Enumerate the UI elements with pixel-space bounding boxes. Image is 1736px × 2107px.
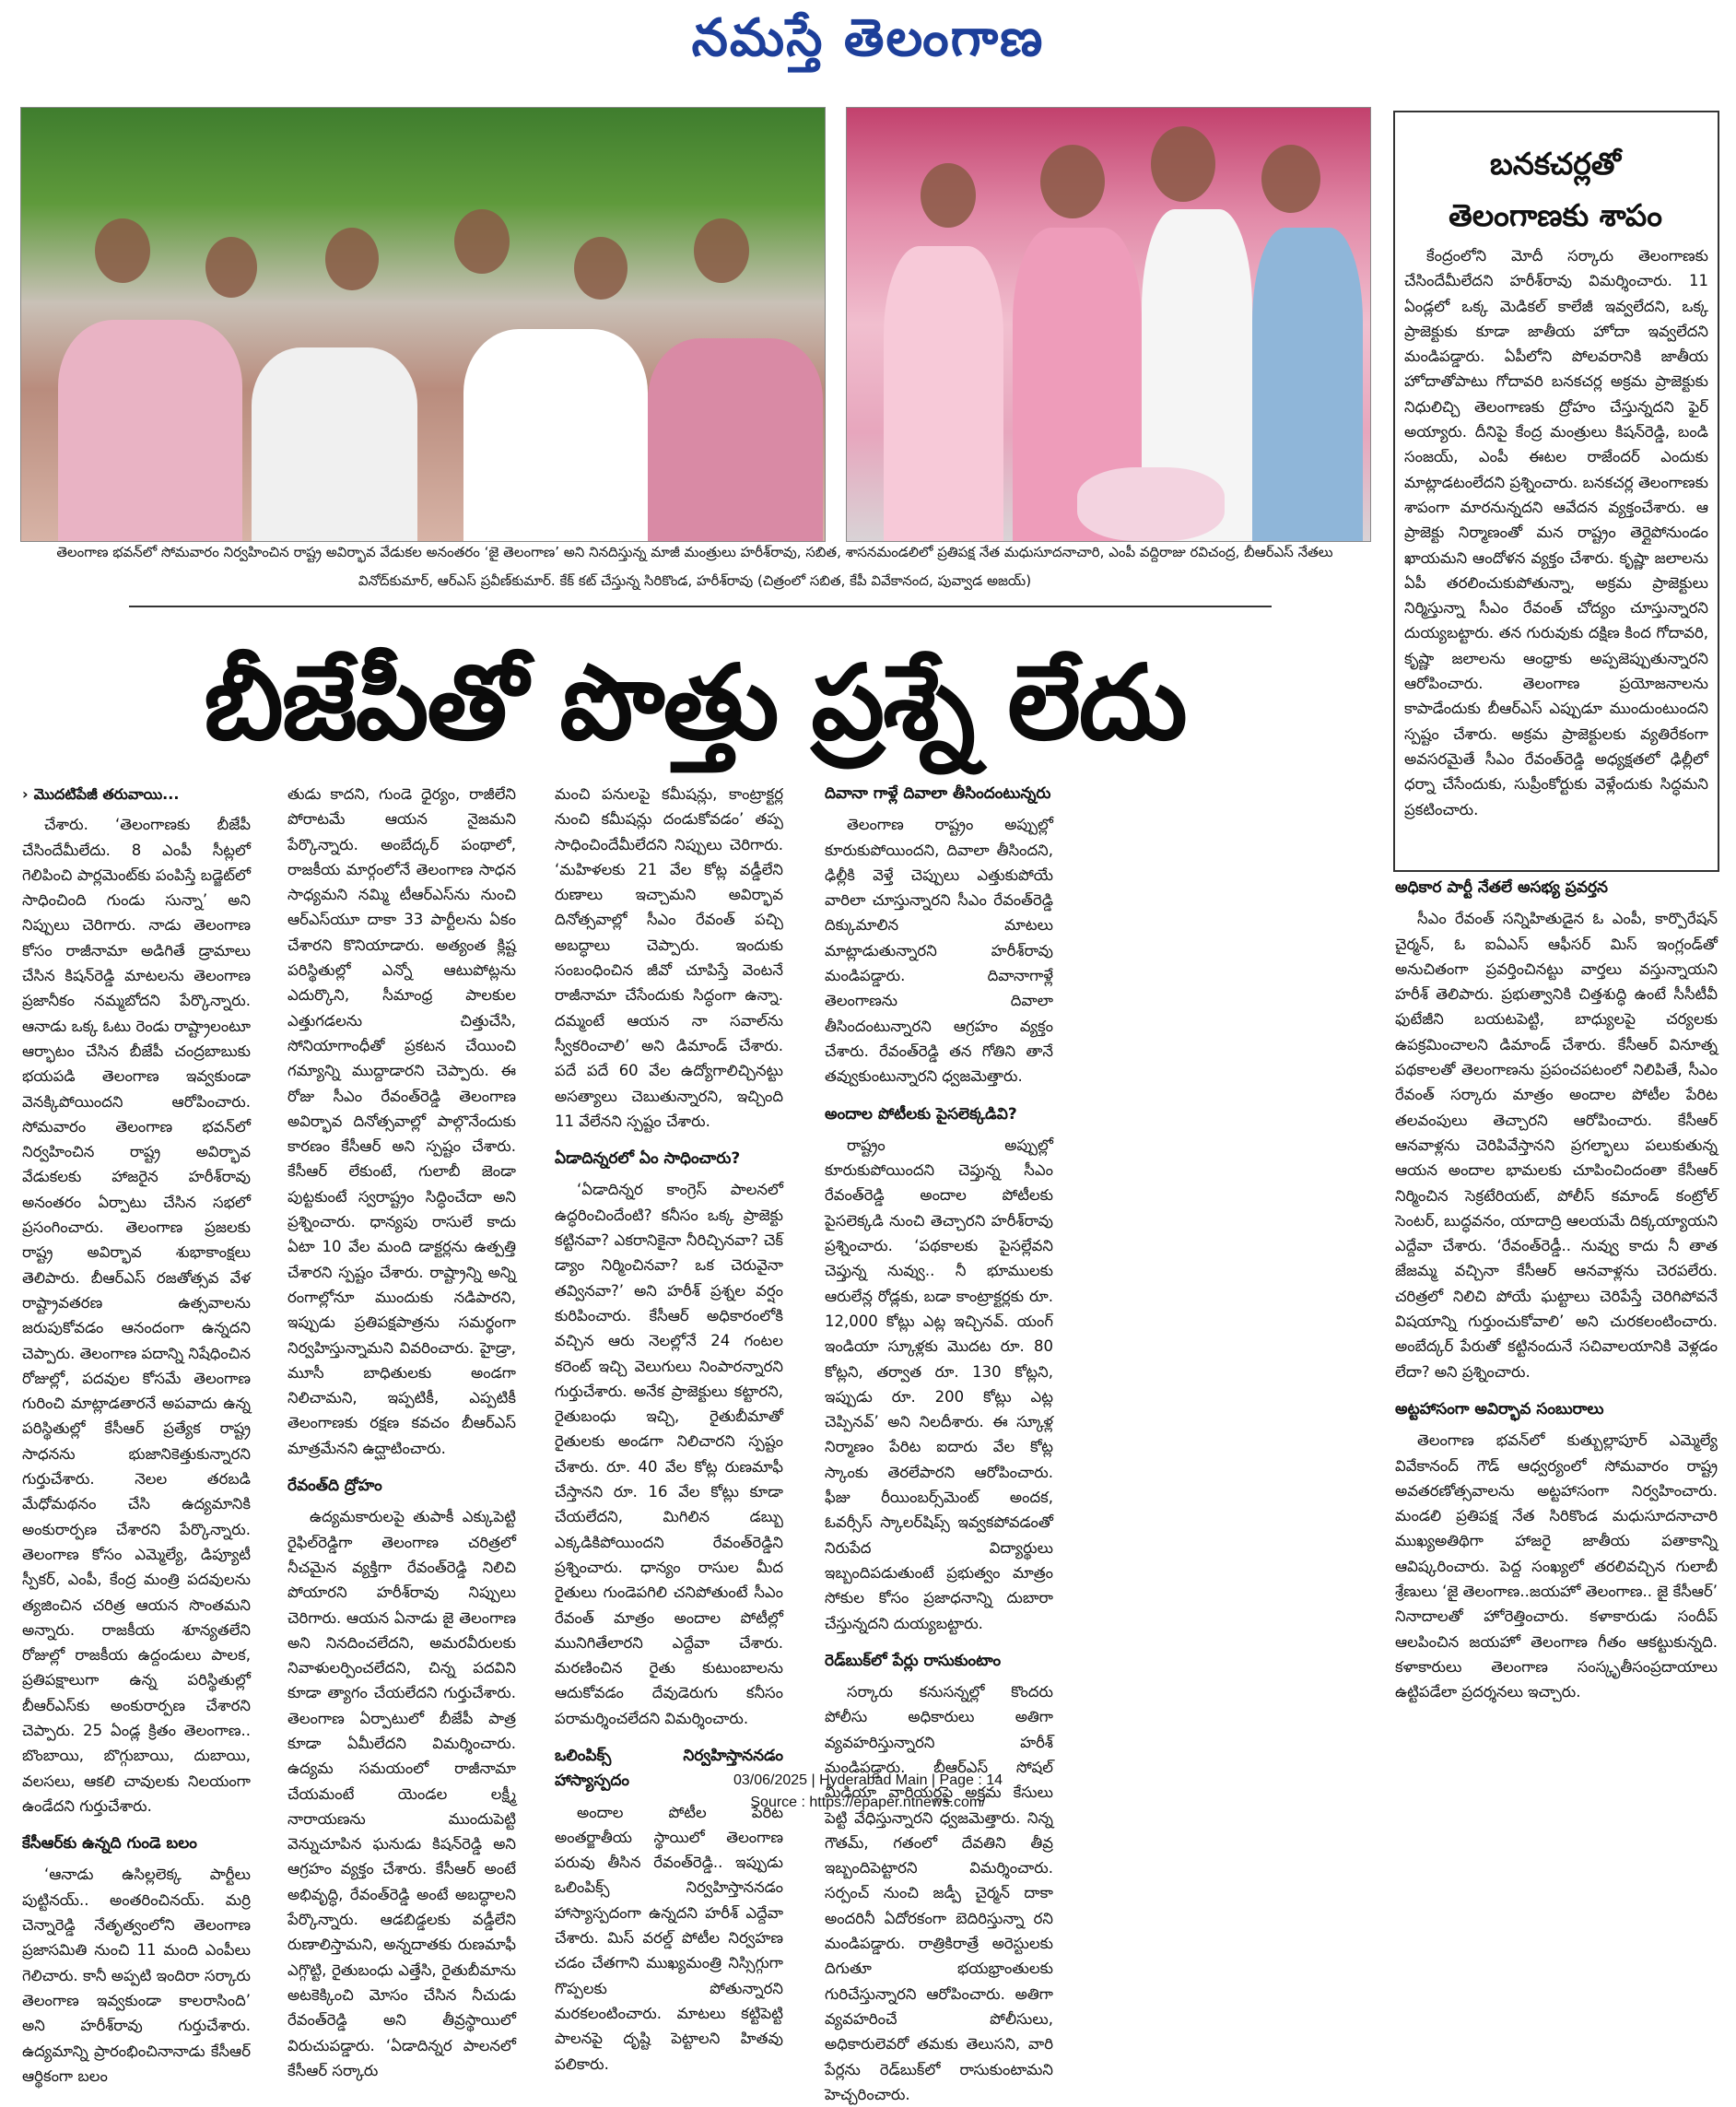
subheading-olympics: ఒలింపిక్స్ నిర్వహిస్తాననడం హాస్యాస్పదం [555,1746,783,1791]
page-footer [0,1770,1736,1814]
subheading-redbook: రెడ్‌బుక్‌లో పేర్లు రాసుకుంటాం [825,1651,1002,1670]
main-headline: బీజేపీతో పొత్తు ప్రశ్నే లేదు [204,643,1186,763]
subheading-revanth-betrayal: రేవంత్‌ది ద్రోహం [287,1477,382,1496]
column-2-paragraph-2: ఉద్యమకారులపై తుపాకీ ఎక్కుపెట్టి రైఫిల్‌రెడ్డిగా తెలంగాణ చరిత్రలో నీచమైన వ్యక్తిగా రేవంత్‌రెడ్డి నిలిచి పోయారని హరీశ్‌రావు నిప్పులు చెరిగారు. ఆయన ఏనాడు జై తెలంగాణ అని నినదించలేదని, అమరవీరులకు నివాళులర్పించలేదని, చిన్న పదవిని కూడా త్యాగం చేయలేదని గుర్తుచేశారు. తెలంగాణ ఏర్పాటులో బీజేపీ పాత్ర కూడా ఏమీలేదని విమర్శించారు. ఉద్యమ సమయంలో రాజీనామా చేయమంటే యెండల లక్ష్మీ నారాయణను ముందుపెట్టి వెన్నుచూపిన ఘనుడు కిషన్‌రెడ్డి అని ఆగ్రహం వ్యక్తం చేశారు. కేసీఆర్ అంటే అభివృద్ధి, రేవంత్‌రెడ్డి అంటే అబద్ధాలని పేర్కొన్నారు. ఆడబిడ్డలకు వడ్డీలేని రుణాలిస్తామని, అన్నదాతకు రుణమాఫీ ఎగ్గొట్టి, రైతుబంధు ఎత్తేసి, రైతుబీమాను అటకెక్కించి మోసం చేసిన నీచుడు రేవంత్‌రెడ్డి అని తీవ్రస్థాయిలో విరుచుపడ్డారు. ‘ఏడాదిన్నర పాలనలో కేసీఆర్ సర్కారు [287,1508,516,2079]
column-2-paragraph-1: తుడు కాదని, గుండె ధైర్యం, రాజీలేని పోరాటమే ఆయన నైజమని పేర్కొన్నారు. అంబేద్కర్ పంథాలో, రాజకీయ మార్గంలోనే తెలంగాణ సాధన సాధ్యమని నమ్మి టీఆర్‌ఎస్‌ను నుంచి ఆర్‌ఎస్‌యూ దాకా 33 పార్టీలను ఏకం చేశారని కొనియాడారు. అత్యంత క్లిష్ట పరిస్థితుల్లో ఎన్నో ఆటుపోట్లను ఎదుర్కొని, సీమాంధ్ర పాలకుల ఎత్తుగడలను చిత్తుచేసి, సోనియాగాంధీతో ప్రకటన చేయించి గమ్యాన్ని ముద్దాడారని చెప్పారు. ఈ రోజు సీఎం రేవంత్‌రెడ్డి తెలంగాణ అవిర్భావ దినోత్సవాల్లో పాల్గొనేందుకు కారణం కేసీఆర్ అని స్పష్టం చేశారు. కేసీఆర్ లేకుంటే, గులాబీ జెండా పుట్టకుంటే స్వరాష్ట్రం సిద్ధించేదా అని ప్రశ్నించారు. ధాన్యపు రాసులే కాదు ఏటా 10 వేల మంది డాక్టర్లను ఉత్పత్తి చేశారని స్పష్టం చేశారు. రాష్ట్రాన్ని అన్ని రంగాల్లోనూ ముందుకు నడిపారని, ఇప్పుడు ప్రతిపక్షపాత్రను సమర్థంగా నిర్వహిస్తున్నామని వివరించారు. హైడ్రా, మూసీ బాధితులకు అండగా నిలిచామని, ఇప్పటికీ, ఎప్పటికీ తెలంగాణకు రక్షణ కవచం బీఆర్‌ఎస్ మాత్రమేనని ఉద్ఘాటించారు. [287,785,516,1457]
column-4-paragraph-1: తెలంగాణ రాష్ట్రం అప్పుల్లో కూరుకుపోయిందని, దివాలా తీసిందని, ఢిల్లీకి వెళ్తే చెప్పులు ఎత్తుకుపోయే వారిలా చూస్తున్నారని సీఎం రేవంత్‌రెడ్డి దిక్కుమాలిన మాటలు మాట్లాడుతున్నారని హరీశ్‌రావు మండిపడ్డారు. దివానాగాళ్లే తెలంగాణను దివాలా తీసిందంటున్నారని ఆగ్రహం వ్యక్తం చేశారు. రేవంత్‌రెడ్డి తన గోతిని తానే తవ్వుకుంటున్నారని ధ్వజమెత్తారు. [825,816,1053,1086]
column-5-paragraph-2: తెలంగాణ భవన్‌లో కుత్బుల్లాపూర్ ఎమ్మెల్యే వివేకానంద్ గౌడ్ ఆధ్వర్యంలో సోమవారం రాష్ట్ర అవతరణోత్సవాలను అట్టహాసంగా నిర్వహించారు. మండలి ప్రతిపక్ష నేత సిరికొండ మధుసూదనాచారి ముఖ్యఅతిథిగా హాజరై జాతీయ పతాకాన్ని ఆవిష్కరించారు. పెద్ద సంఖ్యలో తరలివచ్చిన గులాబీ శ్రేణులు ‘జై తెలంగాణ..జయహో తెలంగాణ.. జై కేసీఆర్’ నినాదాలతో హోరెత్తించారు. కళాకారుడు సందీప్ ఆలపించిన జయహో తెలంగాణ గీతం ఆకట్టుకున్నది. కళాకారులు తెలంగాణ సంస్కృతీసంప్రదాయాలు ఉట్టిపడేలా ప్రదర్శనలు ఇచ్చారు. [1395,1431,1718,1701]
column-1-paragraph-2: ‘ఆనాడు ఉసిల్లలెక్క పార్టీలు పుట్టినయ్.. అంతరించినయ్. మర్రి చెన్నారెడ్డి నేతృత్వంలోని తెలంగాణ ప్రజాసమితి నుంచి 11 మంది ఎంపీలు గెలిచారు. కానీ అప్పటి ఇందిరా సర్కారు తెలంగాణ ఇవ్వకుండా కాలరాసింది’ అని హరీశ్‌రావు గుర్తుచేశారు. ఉద్యమాన్ని ప్రారంభించినానాడు కేసీఆర్ ఆర్థికంగా బలం [22,1866,251,2085]
subheading-misbehaviour: అధికార పార్టీ నేతలే అసభ్య ప్రవర్తన [1395,878,1608,897]
sidebar-title [1393,138,1718,241]
subheading-beauty-pageant-funds: అందాల పోటీలకు పైసలెక్కడివి? [825,1104,1017,1124]
subheading-celebrations: అట్టహాసంగా అవిర్భావ సంబురాలు [1395,1399,1604,1418]
event-photo-right [846,107,1371,542]
column-3-paragraph-3: అందాల పోటీల పేరిట అంతర్జాతీయ స్థాయిలో తెలంగాణ పరువు తీసిన రేవంత్‌రెడ్డి.. ఇప్పుడు ఒలింపిక్స్ నిర్వహిస్తాననడం హాస్యాస్పదంగా ఉన్నదని హరీశ్ ఎద్దేవా చేశారు. మిస్ వరల్డ్ పోటీల నిర్వహణ చడం చేతగాని ముఖ్యమంత్రి నిస్సిగ్గుగా గొప్పలకు పోతున్నారని మరకలంటించారు. మాటలు కట్టిపెట్టి పాలనపై దృష్టి పెట్టాలని హితవు పలికారు. [555,1803,783,2073]
column-1-paragraph-1: చేశారు. ‘తెలంగాణకు బీజేపీ చేసిందేమీలేదు. 8 ఎంపీ సీట్లలో గెలిపించి పార్లమెంట్‌కు పంపిస్తే బడ్జెట్‌లో సాధించింది గుండు సున్నా’ అని నిప్పులు చెరిగారు. నాడు తెలంగాణ కోసం రాజీనామా అడిగితే డ్రామాలు చేసిన కిషన్‌రెడ్డి మాటలను తెలంగాణ ప్రజానీకం నమ్మబోదని పేర్కొన్నారు. ఆనాడు ఒక్క ఓటు రెండు రాష్ట్రాలంటూ ఆర్భాటం చేసిన బీజేపీ చంద్రబాబుకు భయపడి తెలంగాణ ఇవ్వకుండా వెనక్కిపోయిందని ఆరోపించారు. సోమవారం తెలంగాణ భవన్‌లో నిర్వహించిన రాష్ట్ర అవిర్భావ వేడుకలకు హాజరైన హరీశ్‌రావు అనంతరం ఏర్పాటు చేసిన సభలో ప్రసంగించారు. తెలంగాణ ప్రజలకు రాష్ట్ర అవిర్భావ శుభాకాంక్షలు తెలిపారు. బీఆర్‌ఎస్ రజతోత్సవ వేళ రాష్ట్రావతరణ ఉత్సవాలను జరుపుకోవడం ఆనందంగా ఉన్నదని చెప్పారు. తెలంగాణ పదాన్ని నిషేధించిన రోజుల్లో, పదవుల కోసమే తెలంగాణ గురించి మాట్లాడతారనే అపవాదు ఉన్న పరిస్థితుల్లో కేసీఆర్ ప్రత్యేక రాష్ట్ర సాధనను భుజానికెత్తుకున్నారని గుర్తుచేశారు. నెలల తరబడి మేధోమథనం చేసి ఉద్యమానికి అంకురార్పణ చేశారని పేర్కొన్నారు. తెలంగాణ కోసం ఎమ్మెల్యే, డిప్యూటీ స్పీకర్, ఎంపీ, కేంద్ర మంత్రి పదవులను త్యజించిన చరిత్ర ఆయన సొంతమని అన్నారు. రాజకీయ శూన్యతలేని రోజుల్లో రాజకీయ ఉద్దండులు పాలక, ప్రతిపక్షాలుగా ఉన్న పరిస్థితుల్లో బీఆర్‌ఎస్‌కు అంకురార్పణ చేశారని చెప్పారు. 25 ఏండ్ల క్రితం తెలంగాణ.. బొంబాయి, బొగ్గుబాయి, దుబాయి, వలసలు, ఆకలి చావులకు నిలయంగా ఉండేదని గుర్తుచేశారు. [22,816,251,1815]
sidebar-article [1404,243,1708,822]
sidebar-title-line-2: తెలంగాణకు శాపం [1449,197,1662,233]
article-column-4 [825,782,1053,2107]
column-3-paragraph-2: ‘ఏడాదిన్నర కాంగ్రెస్ పాలనలో ఉద్ధరించిందేంటి? కనీసం ఒక్క ప్రాజెక్టు కట్టినవా? ఎకరానికైనా నీరిచ్చినవా? చెక్ డ్యాం నిర్మించినవా? ఒక చెరువైనా తవ్వినవా?’ అని హరీశ్ ప్రశ్నల వర్షం కురిపించారు. కేసీఆర్ అధికారంలోకి వచ్చిన ఆరు నెలల్లోనే 24 గంటల కరెంట్ ఇచ్చి వెలుగులు నింపారన్నారని గుర్తుచేశారు. అనేక ప్రాజెక్టులు కట్టారని, రైతుబంధు ఇచ్చి, రైతుబీమాతో రైతులకు అండగా నిలిచారని స్పష్టం చేశారు. రూ. 40 వేల కోట్ల రుణమాఫీ చేస్తానని రూ. 16 వేల కోట్లు కూడా చేయలేదని, మిగిలిన డబ్బు ఎక్కడికిపోయిందని రేవంత్‌రెడ్డిని ప్రశ్నించారు. ధాన్యం రాసుల మీద రైతులు గుండెపగిలి చనిపోతుంటే సీఎం రేవంత్ మాత్రం అందాల పోటీల్లో మునిగితేలారని ఎద్దేవా చేశారు. మరణించిన రైతు కుటుంబాలను ఆదుకోవడం దేవుడెరుగు కనీసం పరామర్శించలేదని విమర్శించారు. [555,1181,783,1727]
event-photo-left [20,107,826,542]
subheading-what-achieved: ఏడాదిన్నరలో ఏం సాధించారు? [555,1149,741,1169]
source-link[interactable]: Source : https://epaper.ntnews.com/ [750,1795,986,1810]
article-column-1 [22,782,251,2089]
subheading-kcr-heart-strength: కేసీఆర్‌కు ఉన్నది గుండె బలం [22,1834,197,1854]
subheading-diwana: దివానా గాళ్లే దివాలా తీసిందంటున్నరు [825,784,1051,803]
chevron-right-icon: › [22,785,29,803]
column-5-paragraph-1: సీఎం రేవంత్ సన్నిహితుడైన ఓ ఎంపీ, కార్పొరేషన్ చైర్మన్, ఓ ఐఏఎస్ ఆఫీసర్ మిస్ ఇంగ్లండ్‌తో అనుచితంగా ప్రవర్తించినట్టు వార్తలు వస్తున్నాయని హరీశ్ తెలిపారు. ప్రభుత్వానికి చిత్తశుద్ధి ఉంటే సీసీటీవీ ఫుటేజీని బయటపెట్టి, బాధ్యులపై చర్యలకు ఉపక్రమించాలని డిమాండ్ చేశారు. కేసీఆర్ వినూత్న పథకాలతో తెలంగాణను ప్రపంచపటంలో నిలిపితే, సీఎం రేవంత్ సర్కారు మాత్రం అందాల పోటీల పేరిట తలవంపులు తెచ్చారని ఆరోపించారు. కేసీఆర్ ఆనవాళ్లను చెరిపివేస్తానని ప్రగల్భాలు పలుకుతున్న ఆయన అందాల భామలకు చూపించిందంతా కేసీఆర్ నిర్మించిన సెక్రటేరియట్, పోలీస్ కమాండ్ కంట్రోల్ సెంటర్, బుద్ధవనం, యాదాద్రి ఆలయమే దిక్కయ్యాయని ఎద్దేవా చేశారు. ‘రేవంత్‌రెడ్డీ.. నువ్వు కాదు నీ తాత జేజమ్మ వచ్చినా కేసీఆర్ ఆనవాళ్లను చెరపలేరు. చరిత్రలో నిలిచి పోయే ఘట్టాలు చెరిపేస్తే చెరిగిపోవనే విషయాన్ని గుర్తుంచుకోవాలి’ అని చురకలంటించారు. అంబేద్కర్ పేరుతో కట్టినందునే సచివాలయానికి వెళ్లడం లేదా? అని ప్రశ్నించారు. [1395,910,1718,1381]
caption-divider [129,606,1272,607]
column-4-paragraph-2: రాష్ట్రం అప్పుల్లో కూరుకుపోయిందని చెప్తున్న సీఎం రేవంత్‌రెడ్డి అందాల పోటీలకు పైసలెక్కడి నుంచి తెచ్చారని హరీశ్‌రావు ప్రశ్నించారు. ‘పథకాలకు పైసల్లేవని చెప్తున్న నువ్వు.. నీ భూములకు ఆరులేన్ల రోడ్లకు, బడా కాంట్రాక్టర్లకు రూ. 12,000 కోట్లు ఎట్ల ఇచ్చినవ్. యంగ్ ఇండియా స్కూళ్లకు మొదట రూ. 80 కోట్లని, తర్వాత రూ. 130 కోట్లని, ఇప్పుడు రూ. 200 కోట్లు ఎట్ల చెప్పినవ్’ అని నిలదీశారు. ఈ స్కూళ్ల నిర్మాణం పేరిట ఐదారు వేల కోట్ల స్కాంకు తెరలేపారని ఆరోపించారు. ఫీజు రీయింబర్స్‌మెంట్ అందక, ఓవర్సీస్ స్కాలర్‌షిప్స్ ఇవ్వకపోవడంతో నిరుపేద విద్యార్థులు ఇబ్బందిపడుతుంటే ప్రభుత్వం మాత్రం సోకుల కోసం ప్రజాధనాన్ని దుబారా చేస్తున్నదని దుయ్యబట్టారు. [825,1136,1053,1632]
sidebar-paragraph: కేంద్రంలోని మోదీ సర్కారు తెలంగాణకు చేసిందేమీలేదని హరీశ్‌రావు విమర్శించారు. 11 ఏండ్లలో ఒక్క మెడికల్ కాలేజీ ఇవ్వలేదని, ఒక్క ప్రాజెక్టుకు కూడా జాతీయ హోదా ఇవ్వలేదని మండిపడ్డారు. ఏపీలోని పోలవరానికి జాతీయ హోదాతోపాటు గోదావరి బనకచర్ల అక్రమ ప్రాజెక్టుకు నిధులిచ్చి తెలంగాణకు ద్రోహం చేస్తున్నదని ఫైర్ అయ్యారు. దీనిపై కేంద్ర మంత్రులు కిషన్‌రెడ్డి, బండి సంజయ్, ఎంపీ ఈటల రాజేందర్ ఎందుకు మాట్లాడటంలేదని ప్రశ్నించారు. బనకచర్ల తెలంగాణకు శాపంగా మారనున్నదని ఆవేదన వ్యక్తంచేశారు. ఆ ప్రాజెక్టు నిర్మాణంతో మన రాష్ట్రం తెర్లైపోనుండం ఖాయమని ఆందోళన వ్యక్తం చేశారు. కృష్ణా జలాలను ఏపీ తరలించుకుపోతున్నా, అక్రమ ప్రాజెక్టులు నిర్మిస్తున్నా సీఎం రేవంత్ చోద్యం చూస్తున్నారని దుయ్యబట్టారు. తన గురువుకు దక్షిణ కింద గోదావరి, కృష్ణా జలాలను ఆంధ్రాకు అప్పజెప్పుతున్నారని ఆరోపించారు. తెలంగాణ ప్రయోజనాలను కాపాడేందుకు బీఆర్‌ఎస్ ఎప్పుడూ ముందుంటుందని స్పష్టం చేశారు. అక్రమ ప్రాజెక్టులకు వ్యతిరేకంగా అవసరమైతే సీఎం రేవంత్‌రెడ్డి అధ్యక్షతలో ఢిల్లీలో ధర్నా చేసేందుకు, సుప్రీంకోర్టుకు వెళ్లేందుకు సిద్ధమని ప్రకటించారు. [1404,247,1708,818]
article-column-3 [555,782,783,2077]
edition-info: 03/06/2025 | Hyderabad Main | Page : 14 [733,1772,1003,1788]
masthead: నమస్తే తెలంగాణ [691,7,1045,68]
sidebar-title-line-1: బనకచర్లతో [1490,146,1621,182]
article-column-2 [287,782,516,2083]
column-3-paragraph-1: మంచి పనులపై కమీషన్లు, కాంట్రాక్టర్ల నుంచి కమీషన్లు దండుకోవడం’ తప్ప సాధించిందేమీలేదని నిప్పులు చెరిగారు. ‘మహిళలకు 21 వేల కోట్ల వడ్డీలేని రుణాలు ఇచ్చామని అవిర్భావ దినోత్సవాల్లో సీఎం రేవంత్ పచ్చి అబద్ధాలు చెప్పారు. ఇందుకు సంబంధించిన జీవో చూపిస్తే వెంటనే రాజీనామా చేసేందుకు సిద్ధంగా ఉన్నా. దమ్మంటే ఆయన నా సవాల్‌ను స్వీకరించాలి’ అని డిమాండ్ చేశారు. పదే పదే 60 వేల ఉద్యోగాలిచ్చినట్టు అసత్యాలు చెబుతున్నారని, ఇచ్చింది 11 వేలేనని స్పష్టం చేశారు. [555,785,783,1130]
article-column-5 [1395,876,1718,1705]
column-4-paragraph-3: సర్కారు కనుసన్నల్లో కొందరు పోలీసు అధికారులు అతిగా వ్యవహరిస్తున్నారని హరీశ్ మండిపడ్డారు. బీఆర్‌ఎస్ సోషల్ మీడియా వారియర్లపై అక్రమ కేసులు పెట్టి వేధిస్తున్నారని ధ్వజమెత్తారు. నిన్న గౌతమ్, గతంలో దేవతిని తీవ్ర ఇబ్బందిపెట్టారని విమర్శించారు. సర్పంచ్ నుంచి జడ్పీ చైర్మన్ దాకా అందరినీ ఏదోరకంగా బెదిరిస్తున్నా రని మండిపడ్డారు. రాత్రికిరాత్రే అరెస్టులకు దిగుతూ భయభ్రాంతులకు గురిచేస్తున్నారని ఆరోపించారు. అతిగా వ్యవహరించే పోలీసులు, అధికారులెవరో తమకు తెలుసని, వారి పేర్లను రెడ్‌బుక్‌లో రాసుకుంటామని హెచ్చరించారు. [825,1683,1053,2103]
photo-caption: తెలంగాణ భవన్‌లో సోమవారం నిర్వహించిన రాష్ట్ర అవిర్భావ వేడుకల అనంతరం ‘జై తెలంగాణ’ అని నినదిస్తున్న మాజీ మంత్రులు హరీశ్‌రావు, సబిత, శాసనమండలిలో ప్రతిపక్ష నేత మధుసూదనాచారి, ఎంపీ వద్దిరాజు రవిచంద్ర, బీఆర్‌ఎస్ నేతలు వినోద్‌కుమార్, ఆర్‌ఎస్ ప్రవీణ్‌కుమార్. కేక్ కట్ చేస్తున్న సిరికొండ, హరీశ్‌రావు (చిత్రంలో సబిత, కేపీ వివేకానంద, పువ్వాడ అజయ్) [56,544,1333,589]
continued-from-front-page: › మొదటిపేజీ తరువాయి... [22,782,251,806]
